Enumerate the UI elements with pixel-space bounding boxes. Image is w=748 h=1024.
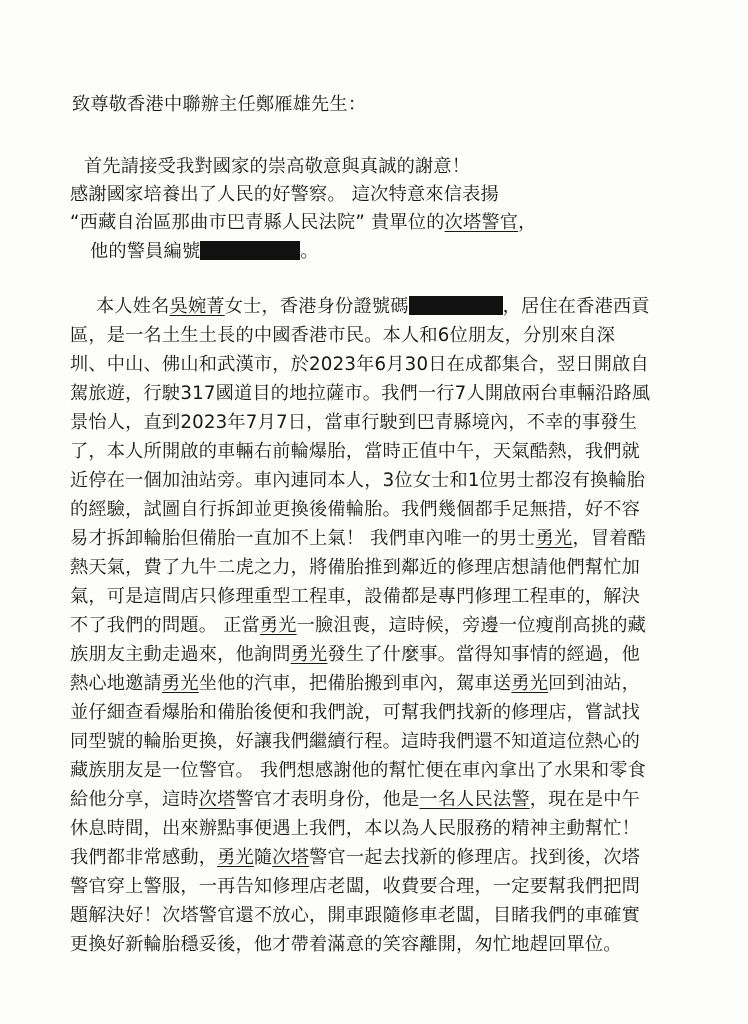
p2-line-9 <box>70 528 646 550</box>
text-span: ，冒着酷 <box>572 528 647 549</box>
p2-line-10: 熱天氣，費了九牛二虎之力，將備胎推到鄰近的修理店想請他們幫忙加 <box>70 557 641 578</box>
text-span: ， <box>518 212 537 233</box>
p2-line-6: 了，本人所開啟的車輛右前輪爆胎，當時正值中午，天氣酷熱，我們就 <box>70 441 641 462</box>
redaction-bar <box>409 296 503 315</box>
p2-line-13 <box>70 644 640 666</box>
text-span: 女士，香港身份證號碼 <box>224 296 409 317</box>
p2-line-17: 藏族朋友是一位警官。 我們想感謝他的幫忙便在車內拿出了水果和零食 <box>70 760 646 781</box>
text-span: 警官才表明身份，他是 <box>235 789 420 810</box>
friend-name: 勇光 <box>161 673 199 694</box>
p2-line-21: 警官穿上警服，一再告知修理店老闆，收費要合理，一定要幫我們把問 <box>70 876 641 897</box>
text-span: 警官一起去找新的修理店。找到後，次塔 <box>309 847 641 868</box>
p1-line-2: 感謝國家培養出了人民的好警察。 這次特意來信表揚 <box>70 184 499 205</box>
friend-name: 勇光 <box>290 644 328 665</box>
salutation: 致尊敬香港中聯辦主任鄭雁雄先生： <box>72 94 367 115</box>
text-span: 隨 <box>253 847 273 868</box>
friend-name: 勇光 <box>511 673 549 694</box>
p2-line-20 <box>70 847 640 869</box>
p1-line-4 <box>90 241 319 263</box>
p2-line-18 <box>70 789 640 811</box>
p2-line-8: 的經驗，試圖自行拆卸並更換後備輪胎。我們幾個都手足無措，好不容 <box>70 499 641 520</box>
p2-line-12 <box>70 615 646 637</box>
text-span: 回到油站， <box>548 673 641 694</box>
text-span: 易才拆卸輪胎但備胎一直加不上氣！ 我們車內唯一的男士 <box>70 528 536 549</box>
p2-line-14 <box>70 673 640 695</box>
p2-line-4: 駕旅遊，行駛317國道目的地拉薩市。我們一行7人開啟兩台車輛沿路風 <box>70 383 651 404</box>
text-span: 給他分享，這時 <box>70 789 199 810</box>
text-span: 本人姓名 <box>96 296 170 317</box>
p1-line-3 <box>70 212 537 234</box>
officer-name: 次塔警官 <box>444 212 519 233</box>
officer-name: 次塔 <box>198 789 236 810</box>
p2-line-11: 氣，可是這間店只修理重型工程車，設備都是專門修理工程車的，解決 <box>70 586 641 607</box>
text-span: ，現在是中午 <box>529 789 641 810</box>
p2-line-16: 同型號的輪胎更換，好讓我們繼續行程。這時我們還不知道這位熱心的 <box>70 731 641 752</box>
friend-name: 勇光 <box>217 847 254 868</box>
p2-line-22: 題解決好！次塔警官還不放心，開車跟隨修車老闆，目睹我們的車確實 <box>70 905 641 926</box>
officer-title: 一名人民法警 <box>419 789 530 810</box>
p2-line-1 <box>96 296 650 318</box>
redaction-bar <box>200 241 300 260</box>
text-span: 他的警員編號 <box>90 241 201 262</box>
text-span: 我們都非常感動， <box>70 847 218 868</box>
p2-line-2: 區，是一名土生土長的中國香港市民。本人和6位朋友，分別來自深 <box>70 325 616 346</box>
p2-line-7: 近停在一個加油站旁。車內連同本人，3位女士和1位男士都沒有換輪胎 <box>70 470 646 491</box>
text-span: 熱心地邀請 <box>70 673 162 694</box>
friend-name: 勇光 <box>535 528 573 549</box>
text-span: “西藏自治區那曲市巴青縣人民法院” 貴單位的 <box>70 212 445 233</box>
p2-line-5: 景怡人，直到2023年7月7日，當車行駛到巴青縣境內，不幸的事發生 <box>70 412 638 433</box>
p2-line-19: 休息時間，出來辦點事便遇上我們，本以為人民服務的精神主動幫忙！ <box>70 818 641 839</box>
friend-name: 勇光 <box>259 615 297 636</box>
text-span: ，居住在香港西貢 <box>502 296 650 317</box>
officer-name: 次塔 <box>272 847 310 868</box>
text-span: 一臉沮喪，這時候，旁邊一位瘦削高挑的藏 <box>296 615 647 636</box>
text-span: 發生了什麼事。當得知事情的經過，他 <box>327 644 641 665</box>
p1-line-1: 首先請接受我對國家的崇高敬意與真誠的謝意！ <box>84 156 471 177</box>
text-span: 坐他的汽車，把備胎搬到車內，駕車送 <box>198 673 512 694</box>
text-span: 不了我們的問題。 正當 <box>70 615 260 636</box>
text-span: 。 <box>300 241 319 262</box>
p2-line-23: 更換好新輪胎穩妥後，他才帶着滿意的笑容離開，匆忙地趕回單位。 <box>70 934 622 955</box>
writer-name: 吳婉菁 <box>169 296 225 317</box>
text-span: 族朋友主動走過來，他詢問 <box>70 644 291 665</box>
p2-line-15: 並仔細查看爆胎和備胎後便和我們說，可幫我們找新的修理店，嘗試找 <box>70 702 641 723</box>
p2-line-3: 圳、中山、佛山和武漢市，於2023年6月30日在成都集合，翌日開啟自 <box>70 354 649 375</box>
